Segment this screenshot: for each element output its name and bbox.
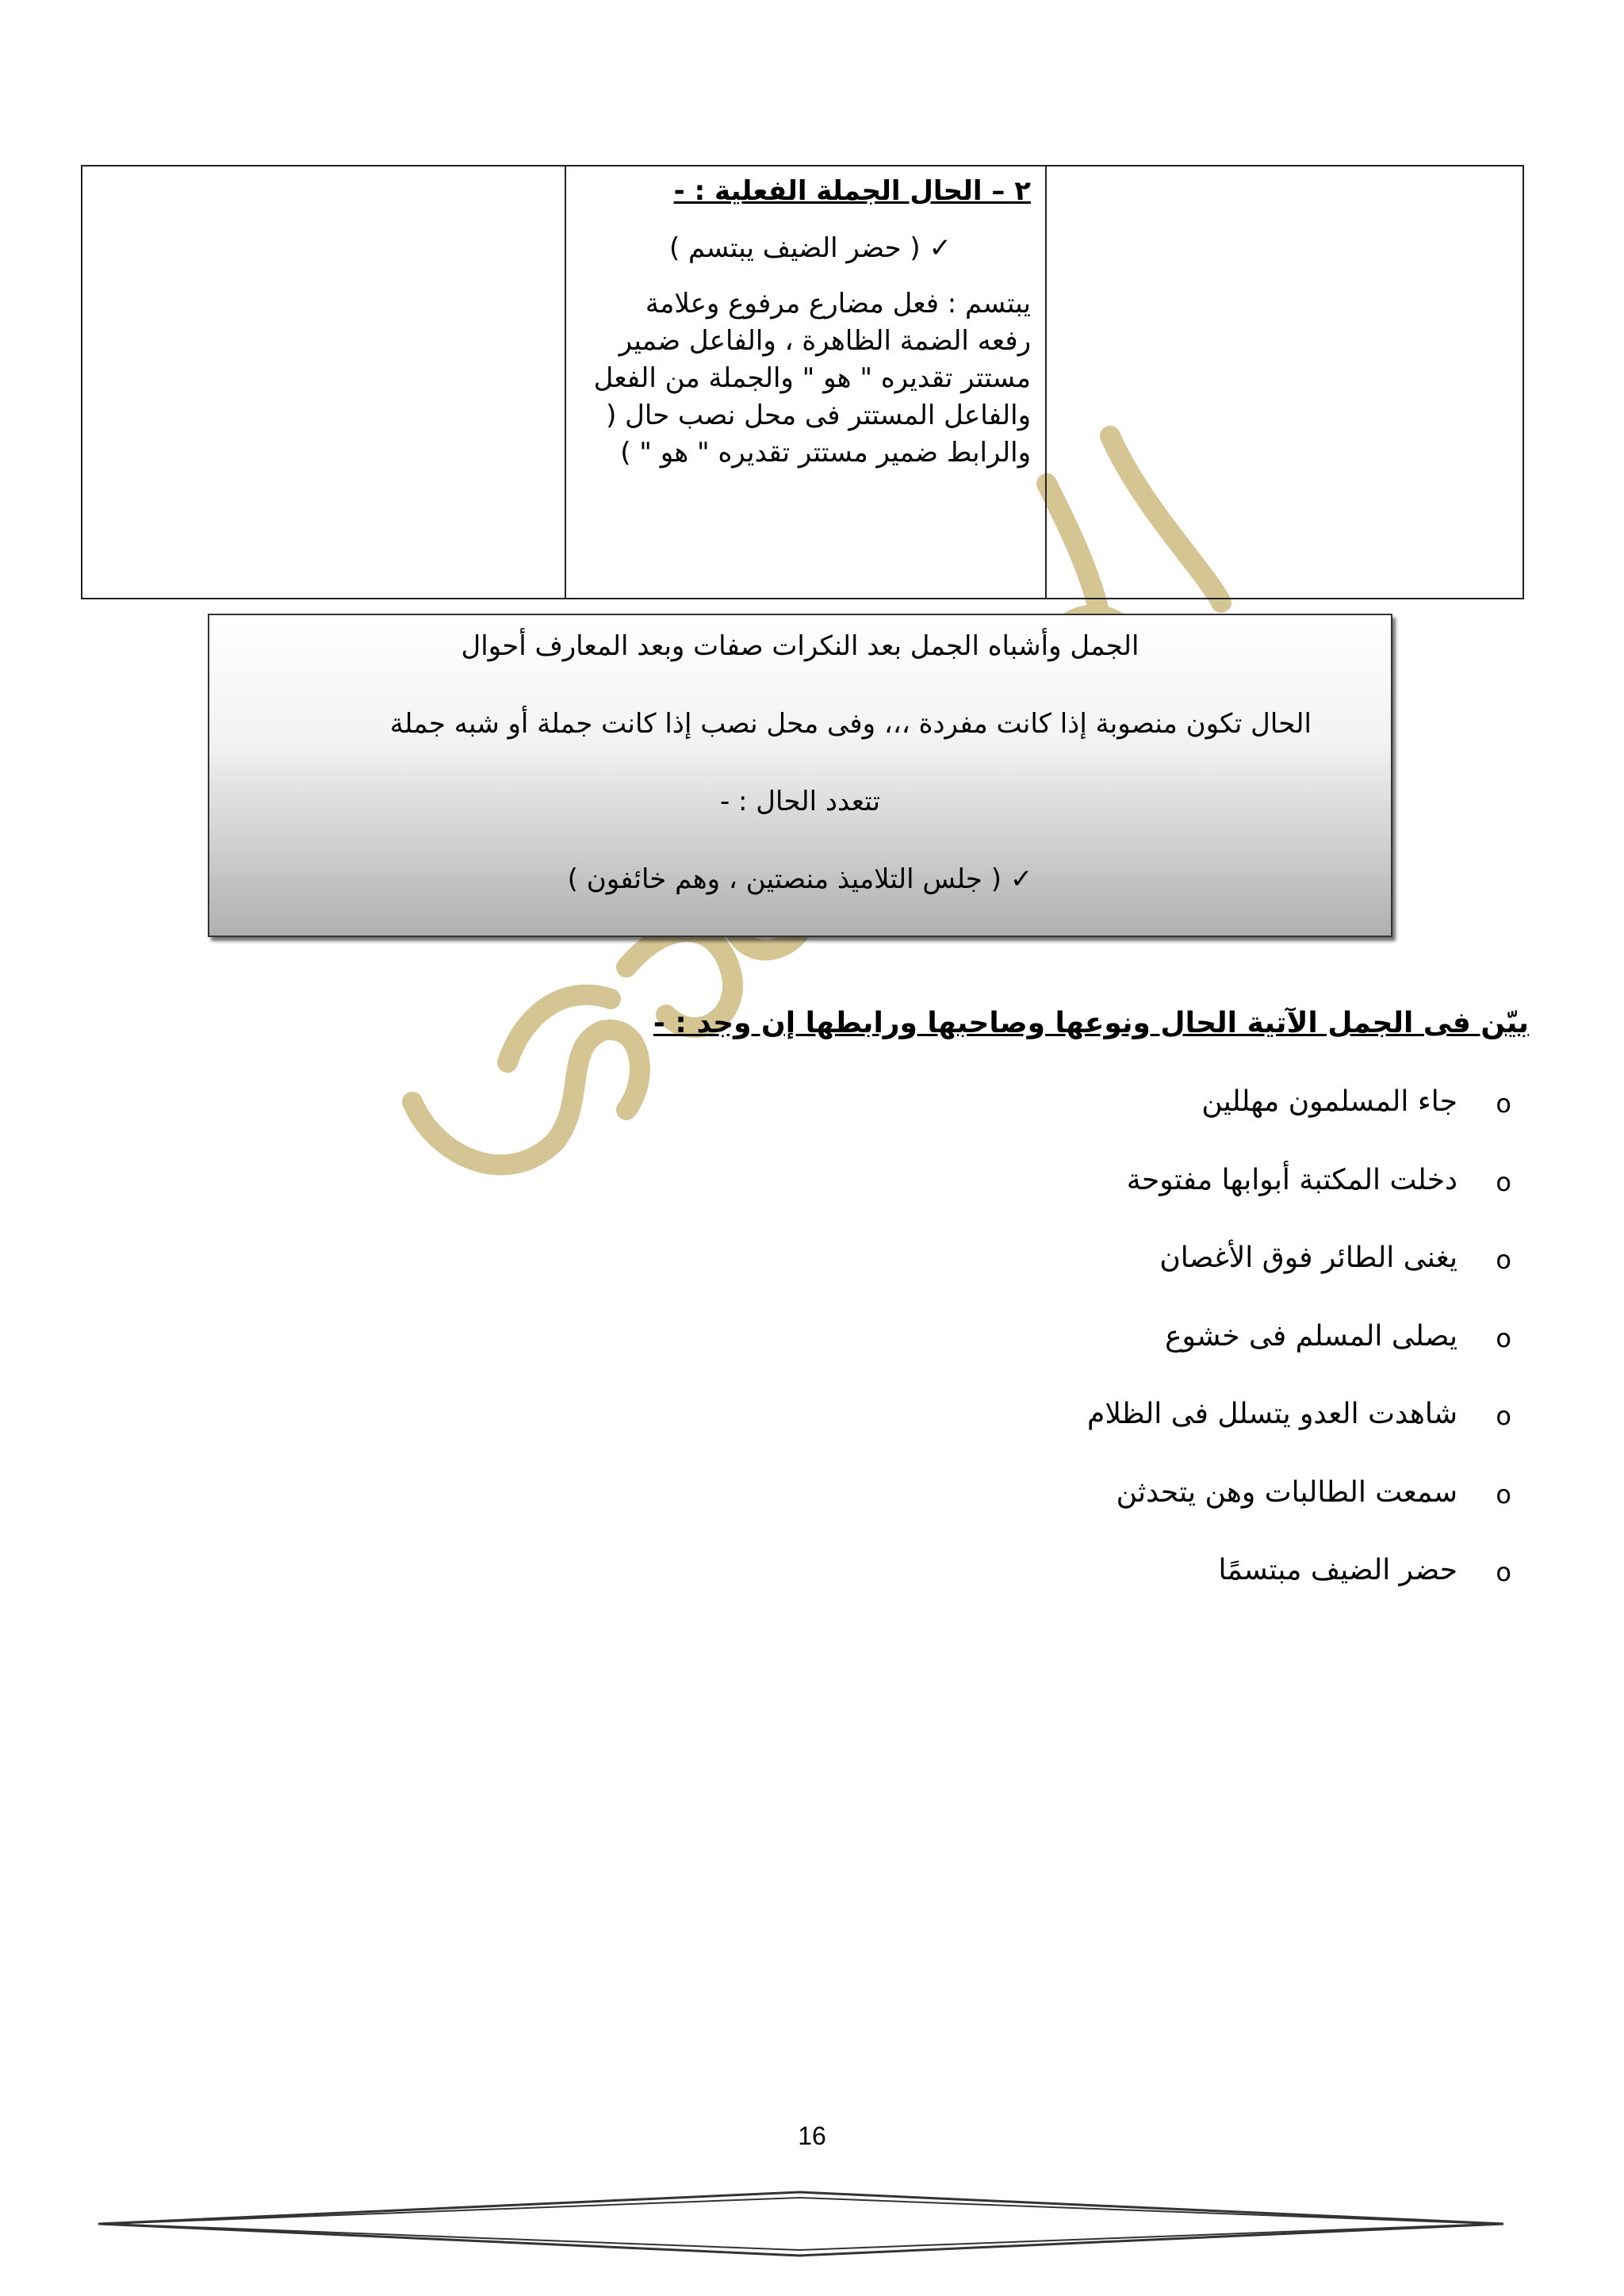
page-number: 16 bbox=[798, 2122, 826, 2150]
bullet-icon: o bbox=[1496, 1479, 1511, 1510]
example-sentence: ✓ ( حضر الضيف يبتسم ) bbox=[668, 232, 952, 264]
exercise-list bbox=[1087, 1078, 1511, 1625]
list-item: o يصلى المسلم فى خشوع bbox=[1087, 1313, 1457, 1391]
grammar-table bbox=[81, 165, 1524, 599]
footer-divider bbox=[95, 2188, 1507, 2260]
table-cell-right bbox=[1047, 166, 1522, 598]
grammatical-analysis: يبتسم : فعل مضارع مرفوع وعلامة رفعه الضمة الظاهرة ، والفاعل ضمير مستتر تقديره " هو " والجملة من الفعل والفاعل المستتر فى محل نصب حال ( والرابط ضمير مستتر تقديره " هو " ) bbox=[593, 288, 1031, 469]
bullet-icon: o bbox=[1496, 1089, 1511, 1119]
bullet-icon: o bbox=[1496, 1401, 1511, 1431]
bullet-icon: o bbox=[1496, 1322, 1511, 1353]
rule-line-2: الحال تكون منصوبة إذا كانت مفردة ،،، وفى محل نصب إذا كانت جملة أو شبه جملة bbox=[389, 708, 1312, 740]
list-item: o شاهدت العدو يتسلل فى الظلام bbox=[1087, 1391, 1457, 1469]
list-item: o جاء المسلمون مهللين bbox=[1087, 1078, 1457, 1157]
list-item: o دخلت المكتبة أبوابها مفتوحة bbox=[1087, 1157, 1457, 1235]
table-cell-middle bbox=[565, 166, 1047, 598]
rule-line-1: الجمل وأشباه الجمل بعد النكرات صفات وبعد المعارف أحوال bbox=[461, 630, 1139, 662]
table-cell-left bbox=[82, 166, 565, 598]
rule-line-3: تتعدد الحال : - bbox=[719, 786, 881, 817]
list-item: o يغنى الطائر فوق الأغصان bbox=[1087, 1234, 1457, 1313]
list-item: o حضر الضيف مبتسمًا bbox=[1087, 1547, 1457, 1625]
bullet-icon: o bbox=[1496, 1557, 1511, 1587]
section-title: ٢ – الحال الجملة الفعلية : - bbox=[673, 175, 1031, 207]
exercise-title: بيّن فى الجمل الآتية الحال ونوعها وصاحبها ورابطها إن وجد : - bbox=[653, 1007, 1529, 1039]
bullet-icon: o bbox=[1496, 1245, 1511, 1275]
list-item: o سمعت الطالبات وهن يتحدثن bbox=[1087, 1469, 1457, 1548]
rule-box bbox=[208, 614, 1392, 937]
rule-example: ✓ ( جلس التلاميذ منصتين ، وهم خائفون ) bbox=[567, 863, 1033, 895]
bullet-icon: o bbox=[1496, 1166, 1511, 1197]
